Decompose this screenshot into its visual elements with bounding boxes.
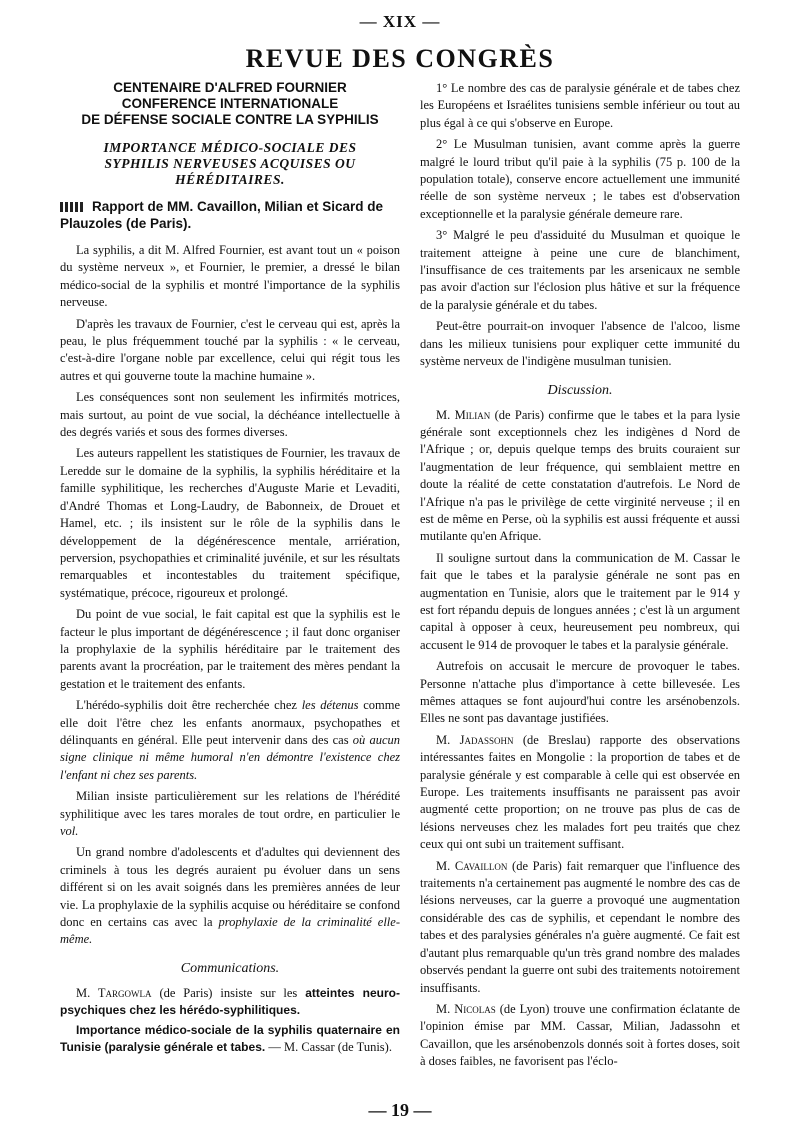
- section-title-line-3: DE DÉFENSE SOCIALE CONTRE LA SYPHILIS: [81, 112, 379, 127]
- subtitle-line-1: IMPORTANCE MÉDICO-SOCIALE DES: [103, 140, 357, 155]
- paragraph: Les conséquences sont non seulement les infirmités motrices, mais surtout, au point de vue social, la déchéance intellectuelle à des degrés variés et sous des formes diverses.: [60, 390, 400, 440]
- rapport-heading: [60, 198, 400, 232]
- italic-run: prophylaxie de la criminalité elle-même.: [60, 915, 400, 947]
- text-run: (de Paris) confirme que le tabes et la para lysie générale sont exceptionnels chez les indigènes d Nord de l'Afrique ; or, depuis quelque temps des bruits couraient sur l'augmentation de leur fréquence, qui semblaient mettre en doute la réalité de cette constatation d'autrefois. Le Nord de l'Afrique n'a pas le privilège de cette virginité nerveuse ; il en est de même en Perse, où la syphilis est aussi fréquente et aussi mutilante qu'en Afrique.: [420, 407, 740, 544]
- section-title: [60, 80, 400, 128]
- left-column: [60, 80, 400, 1058]
- paragraph: D'après les travaux de Fournier, c'est le cerveau qui est, après la peau, le plus fréquemment touché par la syphilis : « le cerveau, c'est-à-dire l'organe noble par excellence, celui qui régit tous les autres et qui gouverne toute la machine humaine ».: [60, 316, 400, 383]
- rapport-text: Rapport de MM. Cavaillon, Milian et Sicard de Plauzoles (de Paris).: [60, 199, 384, 231]
- section-title-line-2: CONFERENCE INTERNATIONALE: [121, 96, 339, 111]
- paragraph: 1° Le nombre des cas de paralysie générale et de tabes chez les Européens et Israélites tunisiens semble inférieur ou tout au plus égal à ce qui s'observe en Europe.: [420, 81, 740, 130]
- paragraph: La syphilis, a dit M. Alfred Fournier, est avant tout un « poison du système nerveux », et Fournier, le premier, a dressé le bilan médico-social de la syphilis et montré l'importance de la syphilis nerveuse.: [60, 243, 400, 310]
- text-run: comme elle doit l'être chez les enfants anormaux, psychopathes et délinquants en général. Elle peut intervenir dans des cas: [60, 698, 400, 747]
- article-subtitle: [60, 140, 400, 188]
- right-column: [420, 80, 740, 1075]
- paragraph-milian: [60, 788, 400, 840]
- discussion-item: [420, 407, 740, 546]
- paragraph-heredo: [60, 697, 400, 784]
- ornament-icon: [60, 202, 84, 212]
- discussion-heading: Discussion.: [547, 382, 613, 398]
- author-name: M. Milian: [436, 407, 491, 422]
- discussion-item: [420, 732, 740, 854]
- italic-run: où aucun signe clinique ni même humoral n'en démontre l'existence chez l'enfant ni chez ses parents.: [60, 732, 400, 782]
- communication-item: [60, 985, 400, 1020]
- text-run: Un grand nombre d'adolescents et d'adultes qui deviennent des criminels à tous les degrés auraient pu évoluer dans un sens différent si on les avait soignés dans les premières années de leur vie. La prophylaxie de la syphilis acquise ou héréditaire se confond donc en certains cas avec la: [60, 845, 400, 930]
- page-number: — 19 —: [368, 1100, 432, 1120]
- paragraph: 3° Malgré le peu d'assiduité du Musulman et quoique le traitement atteigne à peine une cure de blanchiment, l'insuffisance de ces traitements par les arsenicaux ne semble pas avoir d'action sur l'éclosion plus hâtive et sur la fréquence de la paralysie générale et du tabes.: [420, 228, 740, 312]
- masthead-title: REVUE DES CONGRÈS: [245, 44, 555, 73]
- italic-run: les détenus: [301, 698, 359, 713]
- author-name: M. Targowla: [76, 985, 152, 1000]
- roman-page-number: — XIX —: [359, 12, 441, 31]
- italic-run: vol.: [60, 824, 79, 838]
- discussion-item: [420, 1001, 740, 1071]
- text-run: (de Breslau) rapporte des observations intéressantes faites en Mongolie : la proportion de tabes et de paralysie générale y est comparable à celle qui est observée en Europe. Les traitements insuffisants ne paraissent pas avoir augmenté cette proportion; on ne trouve pas plus de cas de lésions nerveuses chez les malades fort peu traités que chez ceux qui ont subi un traitement suffisant.: [420, 732, 740, 852]
- text-run: (de Paris) insiste sur les: [151, 985, 306, 1000]
- text-run: — M. Cassar (de Tunis).: [265, 1040, 392, 1055]
- paragraph: Du point de vue social, le fait capital est que la syphilis est le facteur le plus important de dégénérescence ; il faut donc organiser la prophylaxie de la syphilis héréditaire par le traitement des parents avant la procréation, par le traitement des mères pendant la gestation et le traitement des enfants.: [60, 607, 400, 691]
- communication-item: [60, 1022, 400, 1057]
- discussion-item: [420, 858, 740, 997]
- text-run: Autrefois on accusait le mercure de provoquer le tabes. Personne n'attache plus d'importance à cette billevesée. Les mêmes attaques se font aujourd'hui contre les arsénobenzols. Elles ne sont pas davantage justifiées.: [420, 659, 740, 726]
- author-name: M. Nicolas: [436, 1001, 496, 1016]
- discussion-item: [420, 550, 740, 654]
- text-run: (de Lyon) trouve une confirmation éclatante de l'opinion émise par MM. Cassar, Milian, Jadassohn et Cavaillon, que les arsénobenzols donnés soit à fortes doses, soit à doses faibles, ne favorisent pas l'éclo-: [420, 1001, 740, 1069]
- bold-run: atteintes neuro-psychiques chez les hérédo-syphilitiques.: [60, 985, 400, 1018]
- text-run: L'hérédo-syphilis doit être recherchée chez: [76, 698, 302, 713]
- subtitle-line-2: SYPHILIS NERVEUSES ACQUISES OU: [104, 156, 356, 171]
- paragraph: Les auteurs rappellent les statistiques de Fournier, les travaux de Leredde sur le domaine de la syphilis, la syphilis héréditaire et la famille syphilitique, les recherches d'Auguste Marie et Levaditi, d'André Thomas et Long-Laudry, de Babonneix, de Drouet et Hamel, etc. ; ils insistent sur le rôle de la syphilis dans le développement de la dégénérescence mentale, arriération, perversion, psychopathies et criminalité juvénile, et sur les résultats remarquables et incontestables du traitement spécifique, systématique, précoce, rigoureux et prolongé.: [60, 446, 400, 600]
- paragraph-criminalite: [60, 844, 400, 948]
- section-title-line-1: CENTENAIRE D'ALFRED FOURNIER: [113, 80, 347, 95]
- discussion-item: [420, 658, 740, 728]
- author-name: M. Cavaillon: [436, 858, 508, 873]
- communications-heading: Communications.: [180, 960, 280, 976]
- author-name: M. Jadassohn: [436, 732, 514, 747]
- paragraph: 2° Le Musulman tunisien, avant comme après la guerre malgré le lourd tribut qu'il paie à la syphilis (75 p. 100 de la population totale), conserve encore actuellement une immunité réelle de son système nerveux ; le tabes est d'observation exceptionnelle et la paralysie générale demeure rare.: [420, 137, 740, 221]
- text-run: Milian insiste particulièrement sur les relations de l'hérédité syphilitique avec les tares morales de tout ordre, en particulier le: [60, 789, 400, 821]
- text-run: (de Paris) fait remarquer que l'influence des traitements n'a certainement pas augmenté le nombre des cas de lésions nerveuses, car la guerre a provoqué une augmentation considérable des cas de syphilis, et cependant le nombre des tabes et des paralysies générales n'a guère augmenté. Ce fait est d'autant plus remarquable qu'un très grand nombre des malades observés pendant la guerre ont subi des traitements notoirement insuffisants.: [420, 858, 741, 995]
- paragraph: Peut-être pourrait-on invoquer l'absence de l'alcoo, lisme dans les milieux tunisiens pour expliquer cette immunité du système nerveux de l'indigène musulman tunisien.: [420, 319, 740, 369]
- text-run: Il souligne surtout dans la communication de M. Cassar le fait que le tabes et la paralysie générale ne sont pas en augmentation en Tunisie, alors que le traitement par le 914 y est fort répandu depuis de longues années ; c'est là un argument capital à opposer à ceux, heureusement peu nombreux, qui accusent le 914 de provoquer le tabes et la paralysie générale.: [420, 550, 740, 652]
- bold-run: Importance médico-sociale de la syphilis quaternaire en Tunisie (paralysie générale et tabes.: [60, 1022, 400, 1055]
- subtitle-line-3: HÉRÉDITAIRES.: [175, 172, 285, 187]
